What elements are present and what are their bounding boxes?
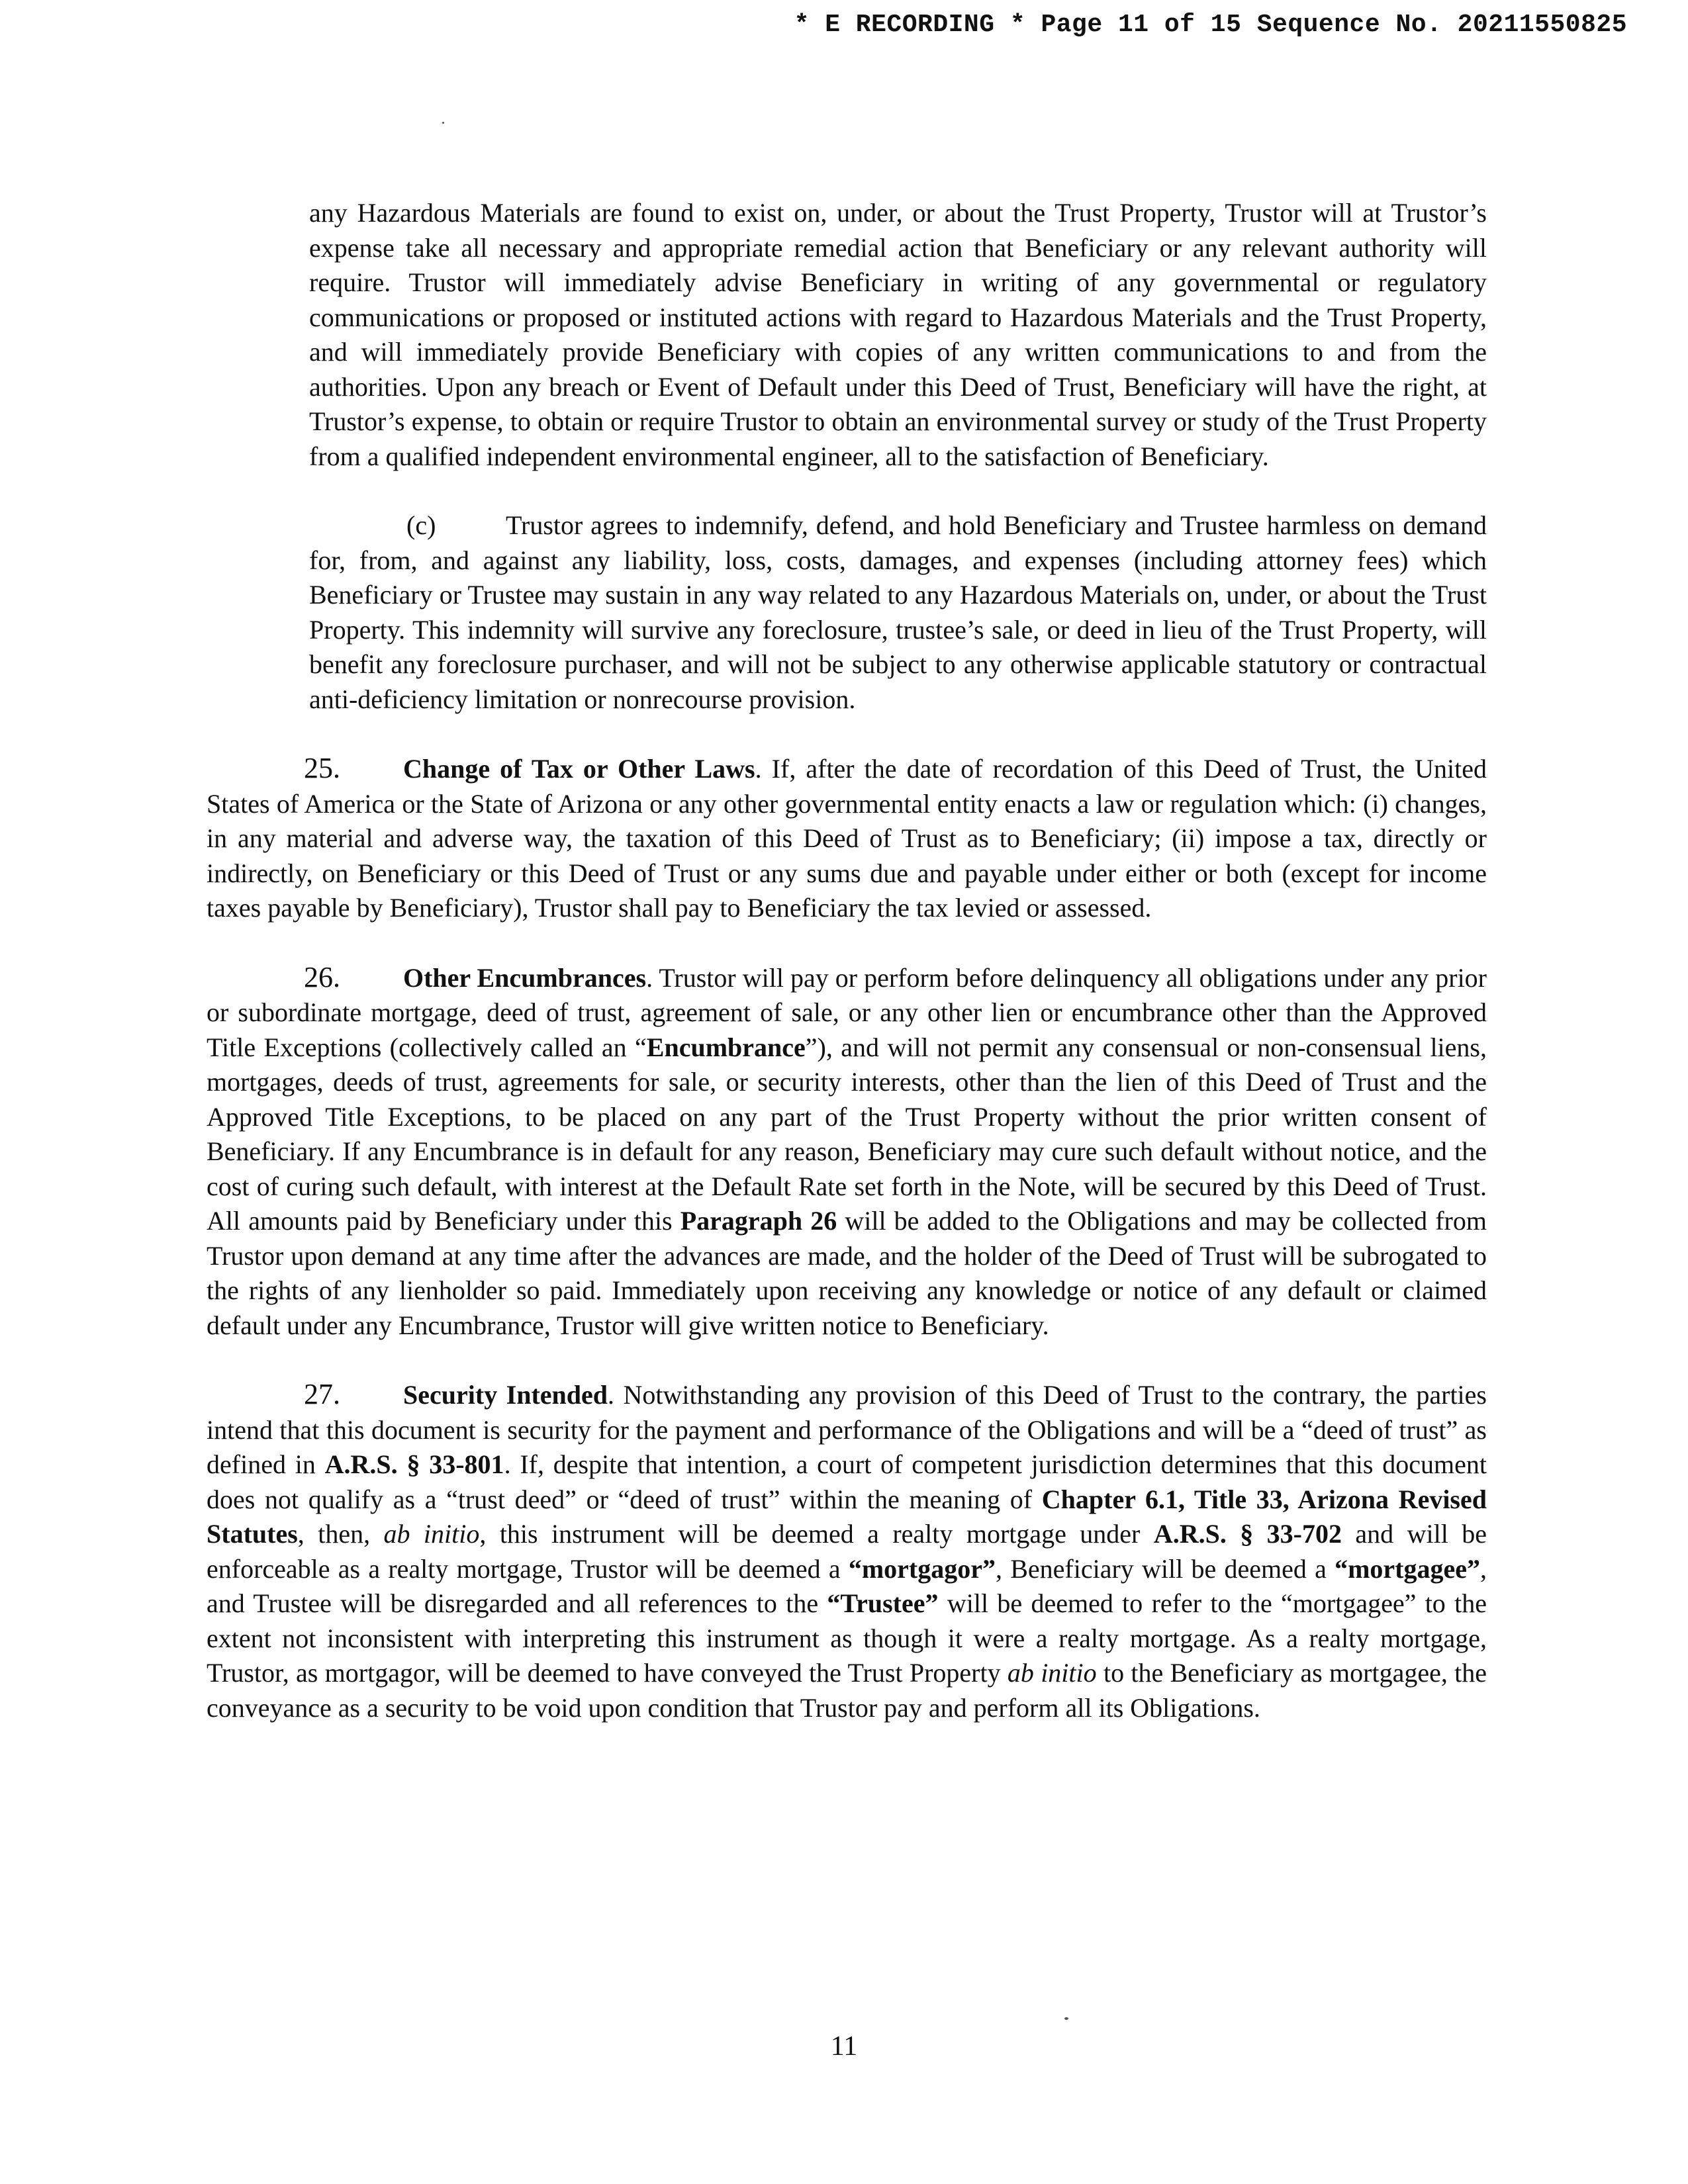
paragraph-text: to the Beneficiary as mortgagee, the conveyance as a security to be void upon condition that Trustor pay and perform all its Obligations. [207, 1658, 1487, 1723]
paragraph-text: . Trustor will pay or perform before delinquency all obligations under any prior or subordinate mortgage, deed of trust, agreement of sale, or any other lien or encumbrance other than the Approved Title Exceptions (collectively called an “ [207, 962, 1487, 1062]
paragraph-text: , this instrument will be deemed a realty mortgage under [479, 1519, 1154, 1549]
paragraph-text: . Notwithstanding any provision of this Deed of Trust to the contrary, the parties intend that this document is security for the payment and performance of the Obligations and will be a “deed of trust” as defined in [207, 1380, 1487, 1479]
subparagraph-text: Trustor agrees to indemnify, defend, and hold Beneficiary and Trustee harmless on demand for, from, and against any liability, loss, costs, damages, and expenses (including attorney fees) which Beneficiary or Trustee may sustain in any way related to any Hazardous Materials on, under, or about the Trust Property. This indemnity will survive any foreclosure, trustee’s sale, or deed in lieu of the Trust Property, will benefit any foreclosure purchaser, and will not be subject to any otherwise applicable statutory or contractual anti-deficiency limitation or nonrecourse provision. [309, 510, 1487, 714]
paragraph-text: will be added to the Obligations and may be collected from Trustor upon demand at any time after the advances are made, and the holder of the Deed of Trust will be subrogated to the rights of any lienholder so paid. Immediately upon receiving any knowledge or notice of any default or claimed default under any Encumbrance, Trustor will give written notice to Beneficiary. [207, 1206, 1487, 1340]
paragraph-text: . If, despite that intention, a court of competent jurisdiction determines that this document does not qualify as a “trust deed” or “deed of trust” within the meaning of [207, 1449, 1487, 1514]
statute-reference: A.R.S. § 33-702 [1153, 1519, 1342, 1549]
defined-term: Encumbrance [646, 1032, 806, 1062]
paragraph-26 [207, 960, 1487, 1343]
scan-speck [442, 122, 444, 124]
document-body [207, 196, 1487, 1760]
paragraph-text: will be deemed to refer to the “mortgagee” to the extent not inconsistent with interpreting this instrument as though it were a realty mortgage. As a realty mortgage, Trustor, as mortgagor, will be deemed to have conveyed the Trust Property [207, 1588, 1487, 1688]
scan-speck [1064, 2017, 1068, 2020]
statute-reference: Chapter 6.1, Title 33, Arizona Revised Statutes [207, 1484, 1487, 1549]
recording-stamp: * E RECORDING * Page 11 of 15 Sequence No. 20211550825 [794, 11, 1627, 39]
paragraph-25 [207, 751, 1487, 926]
paragraph-text: , Beneficiary will be deemed a [995, 1553, 1335, 1584]
subparagraph-c [309, 508, 1487, 717]
paragraph-heading: Other Encumbrances [403, 962, 647, 993]
paragraph-text: . If, after the date of recordation of this Deed of Trust, the United States of America or the State of Arizona or any other governmental entity enacts a law or regulation which: (i) changes, in any material and adverse way, the taxation of this Deed of Trust as to Beneficiary; (ii) impose a tax, directly or indirectly, on Beneficiary or this Deed of Trust or any sums due and payable under either or both (except for income taxes payable by Beneficiary), Trustor shall pay to Beneficiary the tax levied or assessed. [207, 754, 1487, 923]
defined-term: “mortgagee” [1335, 1553, 1480, 1584]
paragraph-number: 26. [304, 960, 340, 993]
paragraph-number: 25. [304, 752, 340, 784]
defined-term: “mortgagor” [848, 1553, 996, 1584]
cross-reference: Paragraph 26 [680, 1206, 837, 1236]
statute-reference: A.R.S. § 33-801 [324, 1449, 504, 1479]
paragraph-heading: Change of Tax or Other Laws [403, 754, 755, 784]
defined-term: “Trustee” [827, 1588, 939, 1618]
latin-phrase: ab initio [383, 1519, 480, 1549]
latin-phrase: ab initio [1007, 1658, 1097, 1688]
subparagraph-label: (c) [406, 510, 436, 540]
paragraph-hazardous-materials-continued: any Hazardous Materials are found to exist on, under, or about the Trust Property, Trustor will at Trustor’s expense take all necessary and appropriate remedial action that Beneficiary or any relevant authority will require. Trustor will immediately advise Beneficiary in writing of any governmental or regulatory communications or proposed or instituted actions with regard to Hazardous Materials and the Trust Property, and will immediately provide Beneficiary with copies of any written communications to and from the authorities. Upon any breach or Event of Default under this Deed of Trust, Beneficiary will have the right, at Trustor’s expense, to obtain or require Trustor to obtain an environmental survey or study of the Trust Property from a qualified independent environmental engineer, all to the satisfaction of Beneficiary. [309, 198, 1487, 471]
paragraph-text: , then, [297, 1519, 384, 1549]
paragraph-text: , and Trustee will be disregarded and all references to the [207, 1553, 1487, 1618]
paragraph-heading: Security Intended [403, 1380, 608, 1410]
paragraph-27 [207, 1377, 1487, 1725]
page-number: 11 [830, 2031, 858, 2062]
paragraph-text: and will be enforceable as a realty mortgage, Trustor will be deemed a [207, 1519, 1487, 1584]
paragraph-number: 27. [304, 1378, 340, 1410]
paragraph-text: ”), and will not permit any consensual or non-consensual liens, mortgages, deeds of trust, agreements for sale, or security interests, other than the lien of this Deed of Trust and the Approved Title Exceptions, to be placed on any part of the Trust Property without the prior written consent of Beneficiary. If any Encumbrance is in default for any reason, Beneficiary may cure such default without notice, and the cost of curing such default, with interest at the Default Rate set forth in the Note, will be secured by this Deed of Trust. All amounts paid by Beneficiary under this [207, 1032, 1487, 1236]
